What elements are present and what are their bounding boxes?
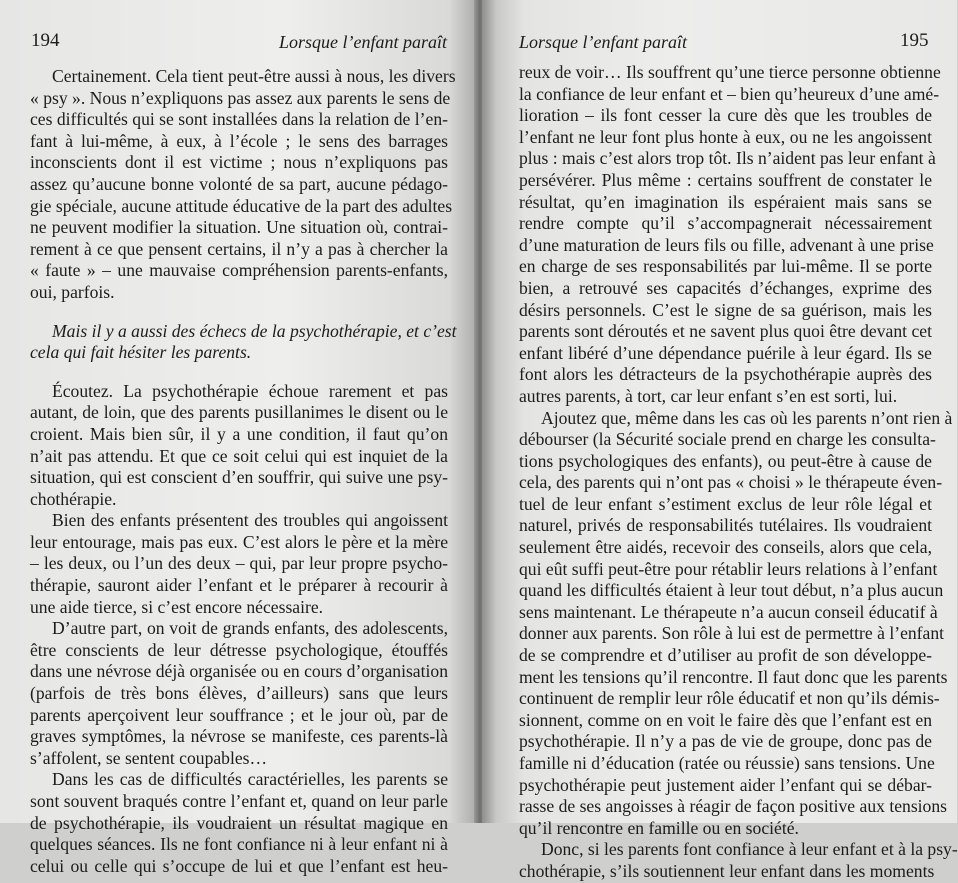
text-line: rendre compte qu’il s’accompagnerait nécessairement (519, 213, 932, 234)
text-line: parents aperçoivent leur souffrance ; et le jour où, par de (30, 704, 448, 725)
left-page (0, 0, 478, 876)
text-line: – les deux, ou l’un des deux – qui, par leur propre psycho- (30, 553, 448, 574)
text-line: thérapie, sauront aider l’enfant et le préparer à recourir à (30, 575, 448, 596)
text-line: situation, qui est conscient d’en souffrir, qui suive une psy- (30, 467, 448, 488)
body-text (519, 62, 958, 883)
text-line: n’ait pas attendu. Et que ce soit celui qui est inquiet de la (30, 445, 448, 466)
text-line: en charge de ses responsabilités par lui-même. Il se porte (519, 256, 932, 277)
text-line: plus : mais c’est alors trop tôt. Ils n’aident pas leur enfant à (519, 148, 936, 169)
text-line: être conscients de leur détresse psychologique, étouffés (30, 639, 448, 660)
text-line: oui, parfois. (30, 281, 115, 302)
text-line: parents sont déroutés et ne savent plus quoi être devant cet (519, 321, 932, 342)
paragraph-gap (30, 364, 448, 381)
text-line: rement à ce que pensent certains, il n’y a pas à chercher la (30, 238, 448, 259)
text-line: naturel, privés de responsabilités tutélaires. Ils voudraient (519, 515, 932, 536)
text-line: Donc, si les parents font confiance à leur enfant et à la psy- (541, 839, 958, 860)
running-title: Lorsque l’enfant paraît (519, 32, 688, 52)
text-line: fant à lui-même, à eux, à l’école ; le sens des barrages (30, 130, 448, 151)
text-line: quand les difficultés étaient à leur tout début, n’a plus aucun (519, 580, 944, 601)
page-number: 195 (900, 30, 929, 51)
text-line: bien, a retrouvé ses capacités d’échanges, exprime des (519, 277, 932, 298)
text-line: gie spéciale, aucune attitude éducative de la part des adultes (30, 195, 453, 216)
text-line: désirs personnels. C’est le signe de sa guérison, mais les (519, 299, 932, 320)
text-line: autant, de loin, que des parents pusillanimes le disent ou le (30, 402, 448, 423)
text-line: la confiance de leur enfant et – bien qu’heureux d’une amé- (519, 83, 940, 104)
text-line: sens maintenant. Le thérapeute n’a aucun conseil éducatif à (519, 601, 938, 622)
text-line: Écoutez. La psychothérapie échoue rarement et pas (52, 380, 448, 401)
text-line: débourser (la Sécurité sociale prend en charge les consulta- (519, 429, 936, 450)
text-line: donner aux parents. Son rôle à lui est de permettre à l’enfant (519, 623, 945, 644)
text-line: sont souvent braqués contre l’enfant et, quand on leur parle (30, 791, 448, 811)
page-number: 194 (31, 30, 60, 51)
text-line: continuent de remplir leur rôle éducatif et non qu’ils démis- (519, 688, 940, 709)
text-line: « faute » – une mauvaise compréhension parents-enfants, (30, 260, 448, 281)
text-line: D’autre part, on voit de grands enfants, des adolescents, (52, 618, 448, 639)
text-line: seulement être aidés, recevoir des conseils, alors que cela, (519, 537, 932, 558)
text-line: quelques séances. Ils ne font confiance ni à leur enfant ni à (30, 834, 448, 855)
text-line: celui ou celle qui s’occupe de lui et que l’enfant est heu- (30, 855, 448, 876)
text-line: tuel de leur enfant s’estiment exclus de leur rôle légal et (519, 493, 932, 514)
text-line: ment les tensions qu’il rencontre. Il faut donc que les parents (519, 666, 948, 687)
text-line: ces difficultés qui se sont installées dans la relation de l’en- (30, 109, 448, 130)
text-line: Bien des enfants présentent des troubles qui angoissent (52, 510, 448, 531)
text-line: leur entourage, mais pas eux. C’est alors le père et la mère (30, 531, 448, 552)
text-line: l’enfant ne leur font plus honte à eux, ou ne les angoissent (519, 126, 932, 147)
text-line: « psy ». Nous n’expliquons pas assez aux parents le sens de (30, 87, 451, 108)
text-line: enfant libéré d’une dépendance puérile à leur égard. Ils se (519, 342, 932, 363)
text-line: Dans les cas de difficultés caractérielles, les parents se (52, 769, 448, 790)
paragraph-gap (30, 304, 448, 321)
text-line: psychothérapie peut justement aider l’enfant qui se débar- (519, 774, 932, 795)
text-line: qu’il rencontre en famille ou en société. (519, 817, 799, 838)
text-line: persévérer. Plus même : certains souffrent de constater le (519, 169, 932, 190)
text-line: sionnent, comme on en voit le faire dès que l’enfant est en (519, 709, 932, 730)
text-line: Certainement. Cela tient peut-être aussi à nous, les divers (52, 66, 456, 86)
text-line: s’affolent, se sentent coupables… (30, 747, 268, 768)
text-line: croient. Mais bien sûr, il y a une condition, il faut qu’on (30, 423, 448, 444)
text-line: rasse de ses angoisses à réagir de façon positive aux tensions (519, 796, 947, 817)
question-line: Mais il y a aussi des échecs de la psychothérapie, et c’est (52, 320, 457, 341)
text-line: Ajoutez que, même dans les cas où les parents n’ont rien à (541, 407, 953, 428)
text-line: chothérapie, s’ils soutiennent leur enfant dans les moments (519, 860, 935, 881)
text-line: (parfois de très bons élèves, d’ailleurs) sans que leurs (30, 683, 448, 704)
text-line: tions psychologiques des enfants), ou peut-être à cause de (519, 450, 932, 471)
text-line: chothérapie. (30, 488, 117, 509)
text-line: famille ni d’éducation (ratée ou réussie) sans tensions. Une (519, 753, 935, 773)
text-line: résultat, qu’en imagination ils espéraient mais sans se (519, 191, 932, 212)
text-line: d’une maturation de leurs fils ou fille, advenant à une prise (519, 234, 934, 255)
text-line: reux de voir… Ils souffrent qu’une tierce personne obtienne (519, 62, 941, 82)
text-line: ne peuvent modifier la situation. Une situation où, contrai- (30, 217, 448, 238)
text-line: cela, des parents qui n’ont pas « choisi » le thérapeute éven- (519, 472, 943, 493)
text-line: inconscients dont il est victime ; nous n’expliquons pas (30, 152, 448, 173)
text-line: lioration – ils font cesser la cure dès que les troubles de (519, 105, 932, 126)
question-line: cela qui fait hésiter les parents. (30, 342, 252, 363)
text-line: qui eût suffi peut-être pour rétablir leurs relations à l’enfant (519, 558, 938, 579)
text-line: dans une névrose déjà organisée ou en cours d’organisation (30, 661, 448, 682)
text-line: graves symptômes, la névrose se manifeste, ces parents-là (30, 726, 448, 747)
text-line: psychothérapie. Il n’y a pas de vie de groupe, donc pas de (519, 731, 932, 752)
text-line: font alors les détracteurs de la psychothérapie auprès des (519, 364, 932, 385)
text-line: de se comprendre et d’utiliser au profit de son développe- (519, 645, 932, 666)
text-line: de psychothérapie, ils voudraient un résultat magique en (30, 812, 448, 833)
body-text (30, 66, 457, 877)
text-line: assez qu’aucune bonne volonté de sa part, aucune pédago- (30, 173, 448, 194)
running-title: Lorsque l’enfant paraît (279, 32, 448, 52)
text-line: autres parents, à tort, car leur enfant s’en est sorti, lui. (519, 385, 898, 406)
text-line: une aide tierce, si c’est encore nécessaire. (30, 596, 324, 617)
